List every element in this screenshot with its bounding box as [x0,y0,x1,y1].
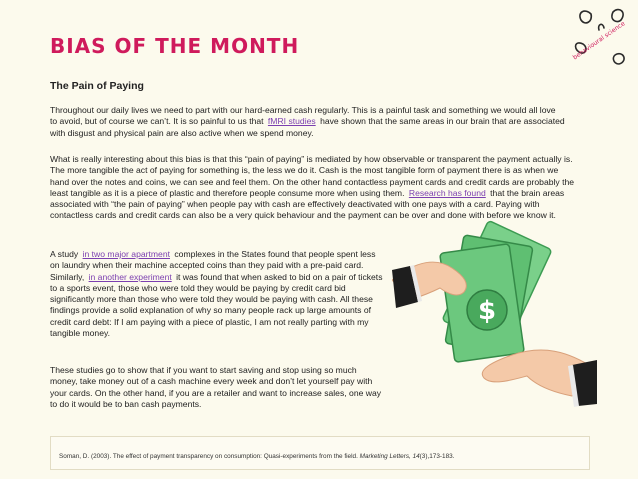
paragraph-4: These studies go to show that if you want to start saving and stop using so much money, take money out of a cash machine every week and don’t let yourself pay with your cards. On the other hand, if you are a retailer and want to increase sales, one way to do it would be to ban cash payments. [50,365,382,409]
page-title: BIAS OF THE MONTH [50,34,300,58]
citation-journal: Marketing Letters, 14 [359,453,420,460]
research-link[interactable]: Research has found [408,187,486,198]
article-subtitle: The Pain of Paying [50,80,144,92]
p1-text-b: have shown that the same areas in our brain that are associated with disgust and physical pain are also active when we spend money. [50,116,565,138]
svg-text:$: $ [477,296,497,326]
p1-text-a: Throughout our daily lives we need to part with our hard-earned cash regularly. This is a painful task and something we would all love to avoid, but of course we can’t. It is so painful to us that [50,105,556,127]
apartment-study-link[interactable]: in two major apartment [82,249,170,259]
p3-text-c: it was found that when asked to bid on a pair of tickets to a sports event, those who were told they would be paying by credit card bid significantly more than those who were told they would be paying with cash. All these findings provide a solid explanation of why so many people rack up large amounts of credit card debt: If I am paying with a piece of plastic, I am not really parting with my tangible money. [50,271,383,339]
paragraph-2 [50,154,575,222]
p3-text-b: complexes in the States found that people spent less on laundry when their machine accepted coins than they paid with a pre-paid card. Similarly, [50,249,376,282]
p3-text-a: A study [50,249,79,259]
hands-exchanging-money-icon [392,220,597,420]
citation-part-b: (3),173-183. [419,453,455,460]
p2-text-a: What is really interesting about this bias is that this “pain of paying” is mediated by how observable or transparent the payment actually is. The more tangible the act of paying for something is, the less we do it. Cash is the most tangible form of payment there is as when we hand over the notes and coins, we can see and feel them. On the other hand contactless payment cards and credit cards are probably the least tangible as it is a piece of plastic and therefore people consume more when using them. [50,154,575,198]
citation-text [59,453,455,460]
citation-part-a: Soman, D. (2003). The effect of payment transparency on consumption: Quasi-experiments from the field. [59,453,358,460]
leaf-logo-icon [567,4,633,70]
citation-box [50,436,590,470]
fmri-studies-link[interactable]: fMRI studies [267,116,316,127]
logo-text: behavioural science [571,20,627,62]
paragraph-3 [50,249,385,339]
experiment-link[interactable]: in another experiment [88,271,172,282]
paragraph-1 [50,105,565,139]
p2-text-b: that the brain areas associated with “the pain of paying” when people pay with cash are effectively deactivated with one pays with a card. Paying with contactless cards and credit cards can also be a very quick behaviour and the payment can be over and done with before we know it. [50,187,565,221]
